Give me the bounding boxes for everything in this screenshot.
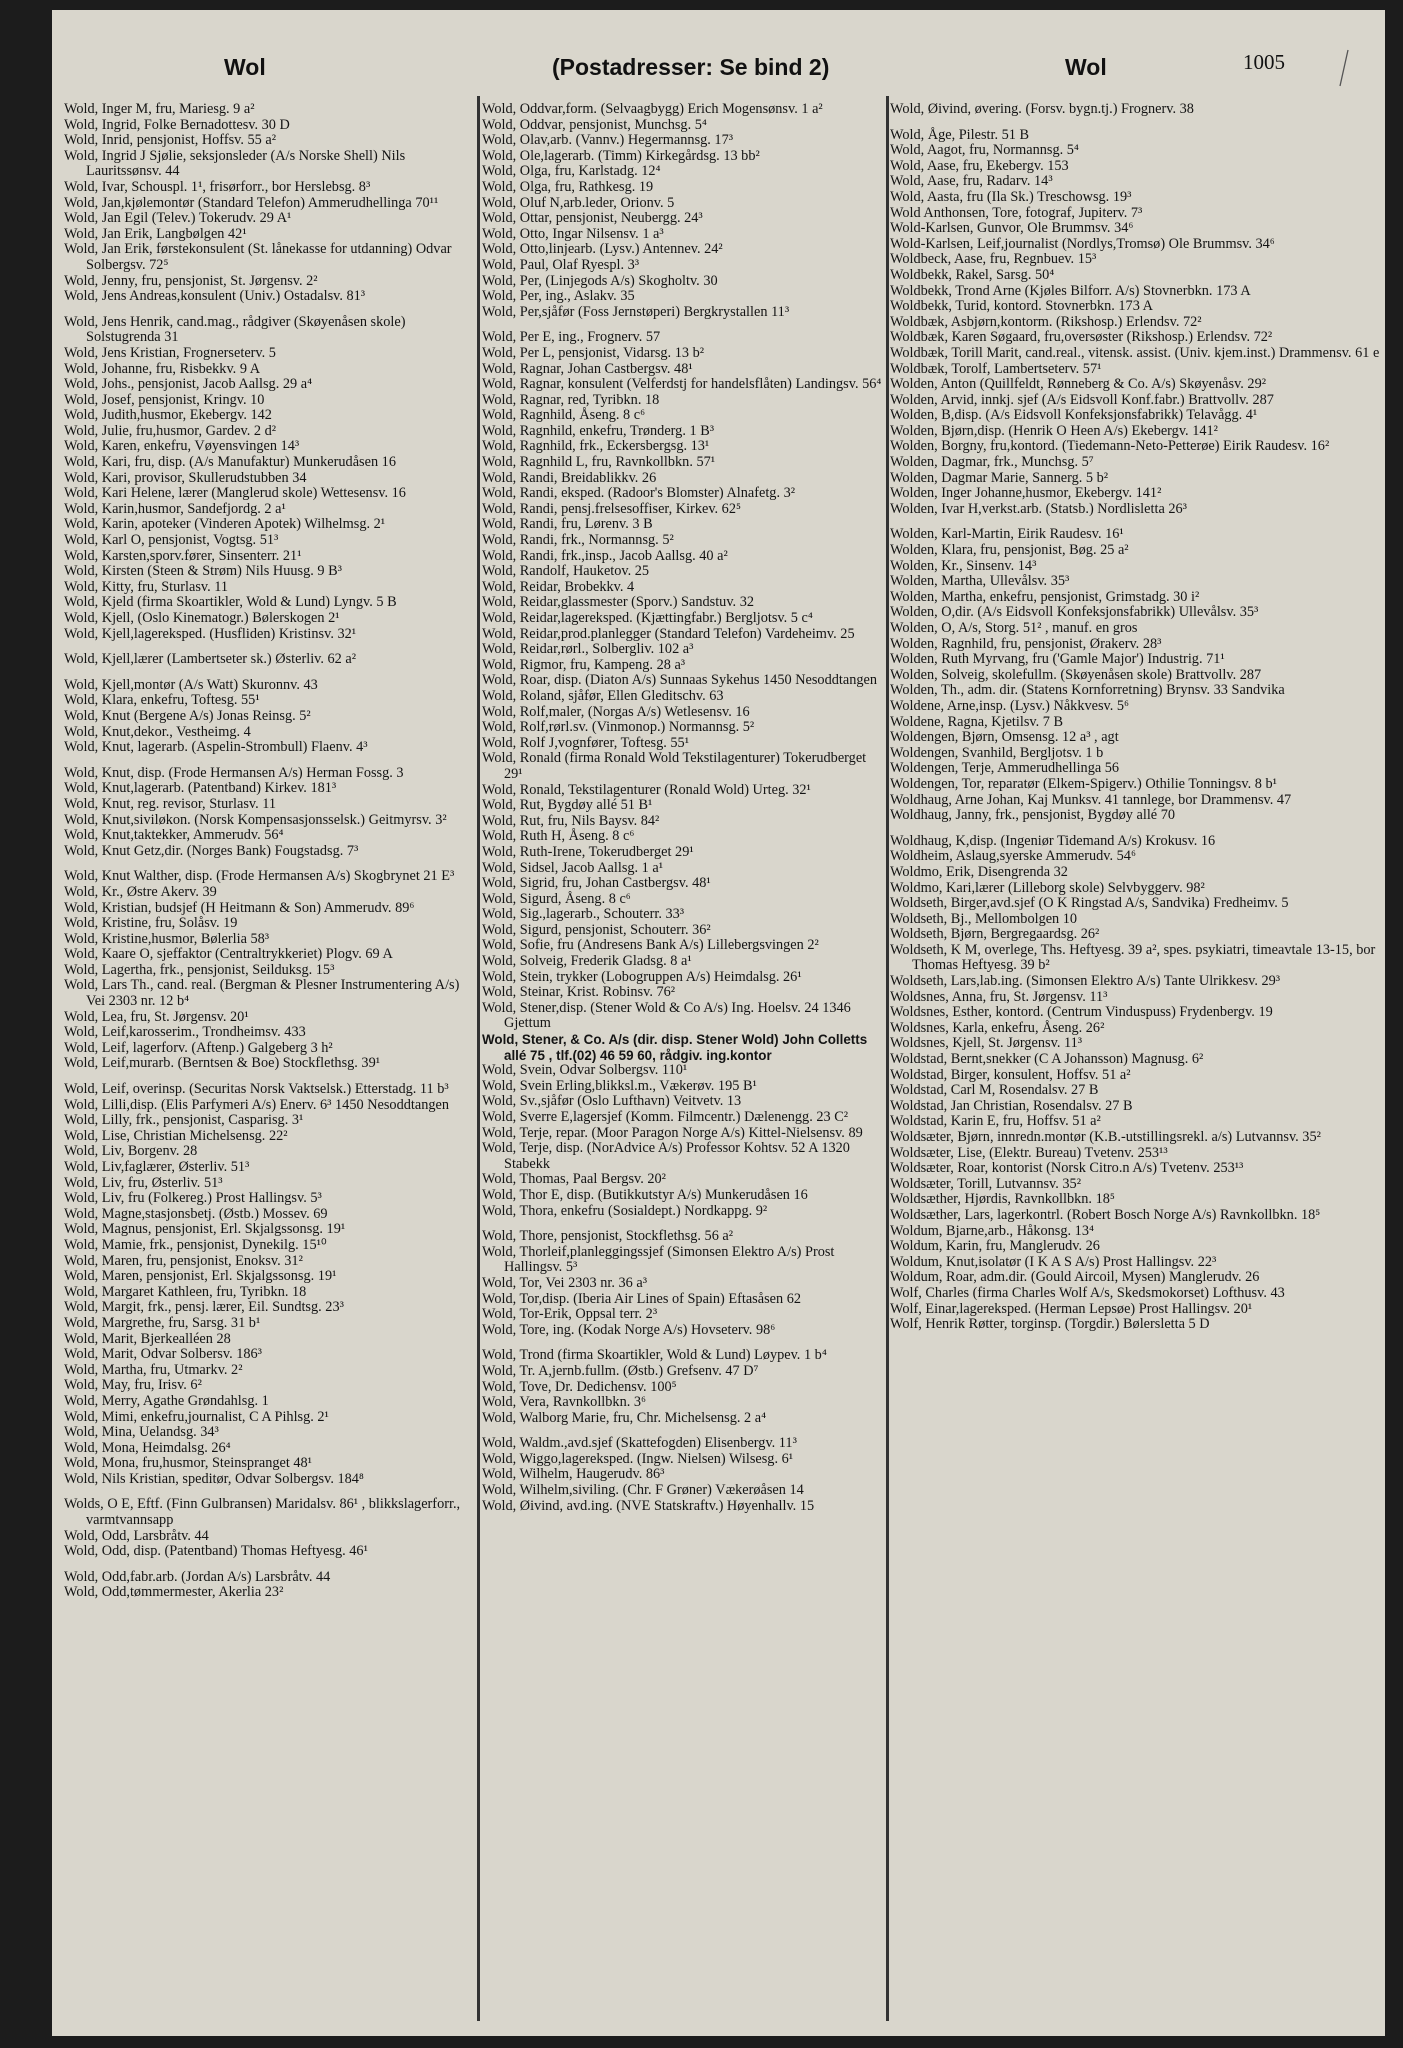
directory-entry: Wold, Thora, enkefru (Sosialdept.) Nordkappg. 9² [482, 1202, 768, 1219]
directory-entry: Wold, Randi, frk.,insp., Jacob Aallsg. 40 a² [482, 547, 728, 564]
column-divider [477, 96, 480, 2021]
directory-entry: Wold, Jan Egil (Telev.) Tokerudv. 29 A¹ [64, 210, 292, 227]
directory-entry: Wold, Ragnar, Johan Castbergsv. 48¹ [482, 360, 693, 377]
directory-entry: Woldsæter, Bjørn, innredn.montør (K.B.-utstillingsrekl. a/s) Lutvannsv. 35² [890, 1129, 1321, 1145]
directory-entry: Wold, Knut,siviløkon. (Norsk Kompensasjonsselsk.) Geitmyrsv. 3² [64, 811, 447, 828]
directory-entry: Woldheim, Aslaug,syerske Ammerudv. 54⁶ [890, 848, 1136, 865]
directory-entry: Wold, Kr., Østre Akerv. 39 [64, 883, 217, 900]
directory-entry: Woldseth, Bj., Mellombolgen 10 [890, 910, 1078, 927]
directory-entry: Wold, Wiggo,lagereksped. (Ingw. Nielsen) Wilsesg. 6¹ [482, 1450, 794, 1467]
directory-entry: Wold, Sofie, fru (Andresens Bank A/s) Lillebergsvingen 2² [482, 937, 819, 954]
directory-entry: Wold, Jens Andreas,konsulent (Univ.) Ostadalsv. 81³ [64, 288, 366, 305]
directory-entry: Wold, Wilhelm, Haugerudv. 86³ [482, 1466, 665, 1483]
directory-entry: Wold, Julie, fru,husmor, Gardev. 2 d² [64, 422, 277, 439]
directory-entry: Wold, Aase, fru, Radarv. 14³ [890, 173, 1053, 190]
directory-entry: Wold, Rolf J,vognfører, Toftesg. 55¹ [482, 734, 689, 751]
directory-entry: Wold, Rolf,maler, (Norgas A/s) Wetlesensv. 16 [482, 703, 750, 720]
directory-entry: Wold, Per,sjåfør (Foss Jernstøperi) Bergkrystallen 11³ [482, 303, 790, 320]
directory-entry: Wold, Mamie, frk., pensjonist, Dynekilg. 15¹⁰ [64, 1236, 327, 1253]
directory-entry: Woldene, Ragna, Kjetilsv. 7 B [890, 713, 1064, 730]
directory-entry: Wold, Knut,lagerarb. (Patentband) Kirkev. 181³ [64, 780, 337, 797]
directory-entry: Wold, Reidar,prod.planlegger (Standard Telefon) Vardeheimv. 25 [482, 625, 855, 642]
directory-entry: Wold, Ronald (firma Ronald Wold Tekstilagenturer) Tokerudberget 29¹ [482, 750, 867, 782]
directory-entry: Woldsæter, Torill, Lutvannsv. 35² [890, 1175, 1081, 1192]
directory-entry: Woldum, Karin, fru, Manglerudv. 26 [890, 1238, 1100, 1255]
directory-entry: Wold, Oluf N,arb.leder, Orionv. 5 [482, 194, 675, 211]
directory-entry: Wolden, O,dir. (A/s Eidsvoll Konfeksjonsfabrikk) Ullevålsv. 35³ [890, 604, 1259, 621]
directory-entry: Wold, Jenny, fru, pensjonist, St. Jørgensv. 2² [64, 272, 318, 289]
directory-entry: Wold, Randi, eksped. (Radoor's Blomster) Alnafetg. 3² [482, 485, 796, 502]
directory-entry: Wold, Sigrid, fru, Johan Castbergsv. 48¹ [482, 875, 711, 892]
directory-entry: Wold, Sverre E,lagersjef (Komm. Filmcentr.) Dælenengg. 23 C² [482, 1109, 849, 1125]
directory-entry: Wold, Mimi, enkefru,journalist, C A Pihlsg. 2¹ [64, 1408, 329, 1425]
directory-entry: Woldseth, Birger,avd.sjef (O K Ringstad A/s, Sandvika) Fredheimv. 5 [890, 895, 1289, 912]
directory-entry: Woldene, Arne,insp. (Lysv.) Nåkkvesv. 5⁶ [890, 697, 1130, 714]
directory-entry: Wold, Ronald, Tekstilagenturer (Ronald Wold) Urteg. 32¹ [482, 781, 811, 798]
directory-entry: Wold, Sidsel, Jacob Aallsg. 1 a¹ [482, 859, 664, 876]
directory-entry: Wolden, Solveig, skolefullm. (Skøyenåsen skole) Brattvollv. 287 [890, 666, 1262, 683]
directory-entry: Wolden, Th., adm. dir. (Statens Kornforretning) Brynsv. 33 Sandvika [890, 682, 1285, 699]
directory-entry: Wolden, Ragnhild, fru, pensjonist, Ørakerv. 28³ [890, 635, 1162, 652]
directory-entry: Woldstad, Jan Christian, Rosendalsv. 27 B [890, 1097, 1133, 1114]
directory-entry: Wold, Leif, lagerforv. (Aftenp.) Galgeberg 3 h² [64, 1039, 333, 1056]
directory-entry: Woldmo, Erik, Disengrenda 32 [890, 863, 1068, 880]
directory-entry: Woldstad, Birger, konsulent, Hoffsv. 51 a² [890, 1066, 1131, 1083]
directory-entry: Wold, Olav,arb. (Vannv.) Hegermannsg. 17³ [482, 132, 734, 149]
directory-entry: Wold, Kjell,montør (A/s Watt) Skuronnv. 43 [64, 676, 318, 693]
directory-entry: Wolden, Karl-Martin, Eirik Raudesv. 16¹ [890, 526, 1124, 543]
directory-entry: Woldengen, Terje, Ammerudhellinga 56 [890, 760, 1120, 777]
directory-entry: Wold, Ragnhild L, fru, Ravnkollbkn. 57¹ [482, 454, 716, 471]
directory-entry: Wold, Lagertha, frk., pensjonist, Seilduksg. 15³ [64, 961, 335, 978]
directory-entry: Wold, Liv,faglærer, Østerliv. 51³ [64, 1159, 250, 1175]
directory-entry: Wold, Rut, Bygdøy allé 51 B¹ [482, 797, 653, 814]
directory-entry: Wold, Svein, Odvar Solbergsv. 110¹ [482, 1062, 688, 1079]
directory-entry: Wold, Karin,husmor, Sandefjordg. 2 a¹ [64, 500, 286, 517]
directory-entry: Woldsæter, Lise, (Elektr. Bureau) Tvetenv. 253¹³ [890, 1144, 1168, 1161]
directory-entry: Wold, Oddvar,form. (Selvaagbygg) Erich Mogensønsv. 1 a² [482, 102, 823, 117]
directory-entry: Wold, Waldm.,avd.sjef (Skattefogden) Elisenbergv. 11³ [482, 1435, 797, 1452]
directory-entry: Wold, Liv, fru, Østerliv. 51³ [64, 1174, 223, 1191]
directory-entry: Woldsæther, Hjørdis, Ravnkollbkn. 18⁵ [890, 1191, 1115, 1208]
directory-entry: Wold, Kirsten (Steen & Strøm) Nils Huusg. 9 B³ [64, 563, 342, 580]
directory-entry: Wold, Marit, Odvar Solbersv. 186³ [64, 1346, 262, 1363]
directory-entry: Wold, Inger M, fru, Mariesg. 9 a² [64, 102, 255, 117]
directory-entry: Wold, Tore, ing. (Kodak Norge A/s) Hovseterv. 98⁶ [482, 1321, 776, 1338]
directory-entry: Wold, Jan Erik, førstekonsulent (St. lånekasse for utdanning) Odvar Solbergsv. 72⁵ [64, 241, 452, 273]
directory-entry: Wold-Karlsen, Gunvor, Ole Brummsv. 34⁶ [890, 220, 1134, 237]
listing-column-2 [482, 102, 882, 2032]
directory-entry: Wold, Ragnhild, frk., Eckersbergsg. 13¹ [482, 438, 710, 455]
directory-entry: Wold, Rut, fru, Nils Baysv. 84² [482, 812, 660, 829]
directory-entry: Wold Anthonsen, Tore, fotograf, Jupiterv. 7³ [890, 204, 1143, 221]
directory-entry: Wold, Reidar,lagereksped. (Kjættingfabr.) Bergljotsv. 5 c⁴ [482, 610, 813, 626]
directory-entry: Wold, Knut Getz,dir. (Norges Bank) Fougstadsg. 7³ [64, 842, 359, 859]
directory-entry: Wold, Ragnar, red, Tyribkn. 18 [482, 391, 660, 408]
directory-entry: Wold, Sv.,sjåfør (Oslo Lufthavn) Veitvetv. 13 [482, 1093, 742, 1110]
directory-entry: Wold, Odd, disp. (Patentband) Thomas Heftyesg. 46¹ [64, 1543, 368, 1560]
directory-entry: Wold, Randi, frk., Normannsg. 5² [482, 532, 674, 549]
directory-entry: Wold, Øivind, avd.ing. (NVE Statskraftv.) Høyenhallv. 15 [482, 1497, 815, 1514]
directory-entry: Wold, Olga, fru, Rathkesg. 19 [482, 178, 654, 195]
directory-entry: Woldseth, Lars,lab.ing. (Simonsen Elektro A/s) Tante Ulrikkesv. 29³ [890, 973, 1281, 990]
listing-column-3 [890, 102, 1380, 2032]
directory-entry: Wolden, Klara, fru, pensjonist, Bøg. 25 a² [890, 542, 1129, 559]
directory-entry: Wold, Liv, fru (Folkereg.) Prost Hallingsv. 5³ [64, 1190, 322, 1207]
directory-entry: Wold, Ingrid J Sjølie, seksjonsleder (A/s Norske Shell) Nils Lauritssønsv. 44 [64, 147, 406, 180]
directory-entry: Woldsæter, Roar, kontorist (Norsk Citro.n A/s) Tvetenv. 253¹³ [890, 1160, 1244, 1177]
directory-entry: Wold, Per, (Linjegods A/s) Skogholtv. 30 [482, 272, 718, 289]
directory-entry: Woldum, Roar, adm.dir. (Gould Aircoil, Mysen) Manglerudv. 26 [890, 1269, 1260, 1286]
directory-entry: Woldbeck, Aase, fru, Regnbuev. 15³ [890, 251, 1097, 268]
directory-entry: Wold, Thomas, Paal Bergsv. 20² [482, 1171, 666, 1188]
directory-entry: Wold, Ivar, Schouspl. 1¹, frisørforr., bor Herslebsg. 8³ [64, 178, 371, 195]
directory-entry: Woldstad, Bernt,snekker (C A Johansson) Magnusg. 6² [890, 1051, 1204, 1068]
column-divider [886, 96, 889, 2021]
header-center-note: (Postadresser: Se bind 2) [552, 54, 830, 80]
directory-entry: Wold, Rigmor, fru, Kampeng. 28 a³ [482, 656, 686, 673]
directory-entry: Woldsnes, Esther, kontord. (Centrum Vinduspuss) Frydenbergv. 19 [890, 1004, 1273, 1021]
directory-entry: Wold, Ole,lagerarb. (Timm) Kirkegårdsg. 13 bb² [482, 147, 760, 164]
directory-entry: Wold, Aasta, fru (Ila Sk.) Treschowsg. 19³ [890, 188, 1132, 205]
directory-entry: Woldum, Bjarne,arb., Håkonsg. 13⁴ [890, 1222, 1094, 1239]
directory-entry: Wolden, Kr., Sinsenv. 14³ [890, 557, 1037, 574]
directory-entry: Wold, Mina, Uelandsg. 34³ [64, 1424, 219, 1441]
directory-entry: Woldbekk, Trond Arne (Kjøles Bilforr. A/s) Stovnerbkn. 173 A [890, 282, 1251, 299]
directory-entry: Wold, Mona, Heimdalsg. 26⁴ [64, 1439, 231, 1456]
directory-entry: Wold, Inrid, pensjonist, Hoffsv. 55 a² [64, 132, 277, 149]
directory-entry: Wold, Aagot, fru, Normannsg. 5⁴ [890, 142, 1079, 159]
directory-entry: Wolds, O E, Eftf. (Finn Gulbransen) Maridalsv. 86¹ , blikkslagerforr., varmtvannsapp [64, 1496, 461, 1529]
directory-entry: Woldbæk, Torolf, Lambertseterv. 57¹ [890, 360, 1102, 377]
directory-entry: Wolden, Arvid, innkj. sjef (A/s Eidsvoll Konf.fabr.) Brattvollv. 287 [890, 391, 1274, 408]
directory-entry: Wold, Jan Erik, Langbølgen 42¹ [64, 225, 247, 242]
directory-entry: Wold, Knut, lagerarb. (Aspelin-Strombull) Flaenv. 4³ [64, 739, 368, 756]
directory-entry: Wold, Sig.,lagerarb., Schouterr. 33³ [482, 906, 685, 923]
directory-entry: Wold, Maren, pensjonist, Erl. Skjalgssonsg. 19¹ [64, 1268, 337, 1285]
directory-entry: Wold, Lilly, frk., pensjonist, Casparisg. 3¹ [64, 1112, 304, 1129]
directory-entry: Wold, Olga, fru, Karlstadg. 12⁴ [482, 163, 661, 180]
directory-entry: Wold, Thorleif,planleggingssjef (Simonsen Elektro A/s) Prost Hallingsv. 5³ [482, 1243, 835, 1276]
directory-entry: Wold, Kari, fru, disp. (A/s Manufaktur) Munkerudåsen 16 [64, 454, 396, 471]
directory-entry: Wolden, Ruth Myrvang, fru ('Gamle Major') Industrig. 71¹ [890, 651, 1225, 668]
directory-entry: Wold, Knut Walther, disp. (Frode Hermansen A/s) Skogbrynet 21 E³ [64, 868, 455, 885]
directory-entry: Wold, Leif, overinsp. (Securitas Norsk Vaktselsk.) Etterstadg. 11 b³ [64, 1081, 449, 1098]
directory-entry: Woldbæk, Karen Søgaard, fru,oversøster (Rikshosp.) Erlendsv. 72² [890, 329, 1273, 346]
directory-entry: Wold, Otto, Ingar Nilsensv. 1 a³ [482, 225, 664, 242]
directory-entry: Wold, Ragnar, konsulent (Velferdstj for handelsflåten) Landingsv. 56⁴ [482, 376, 882, 393]
directory-entry: Wold, Kari, provisor, Skullerudstubben 34 [64, 469, 307, 486]
directory-entry: Wolden, Inger Johanne,husmor, Ekebergv. 141² [890, 485, 1162, 502]
directory-entry: Wold, Odd,fabr.arb. (Jordan A/s) Larsbråtv. 44 [64, 1568, 331, 1585]
directory-entry: Wold, Åge, Pilestr. 51 B [890, 126, 1030, 143]
directory-entry: Wold, Kaare O, sjeffaktor (Centraltrykkeriet) Plogv. 69 A [64, 946, 393, 963]
directory-entry: Wold, Sigurd, Åseng. 8 c⁶ [482, 890, 631, 907]
directory-entry: Wold, Kristine, fru, Solåsv. 19 [64, 915, 238, 932]
directory-entry: Woldsæther, Lars, lagerkontrl. (Robert Bosch Norge A/s) Ravnkollbkn. 18⁵ [890, 1206, 1321, 1223]
directory-entry: Wold, Ruth H, Åseng. 8 c⁶ [482, 828, 635, 845]
directory-page [52, 10, 1385, 2036]
directory-entry: Wold, Roland, sjåfør, Ellen Gleditschv. 63 [482, 687, 724, 704]
directory-entry: Wolden, Dagmar Marie, Sannerg. 5 b² [890, 469, 1109, 486]
directory-entry: Wold, Knut, disp. (Frode Hermansen A/s) Herman Fossg. 3 [64, 764, 404, 781]
directory-entry: Wold, Aase, fru, Ekebergv. 153 [890, 157, 1069, 174]
directory-entry: Wold, Reidar,glassmester (Sporv.) Sandstuv. 32 [482, 594, 754, 611]
directory-entry: Wold, Magne,stasjonsbetj. (Østb.) Mossev. 69 [64, 1205, 328, 1222]
directory-entry: Wold, Vera, Ravnkollbkn. 3⁶ [482, 1394, 646, 1411]
directory-entry: Wolden, Martha, Ullevålsv. 35³ [890, 573, 1070, 590]
directory-entry: Wold, Johs., pensjonist, Jacob Aallsg. 29 a⁴ [64, 376, 313, 393]
directory-entry: Wold, Steinar, Krist. Robinsv. 76² [482, 984, 676, 1001]
directory-entry: Wold, Odd,tømmermester, Akerlia 23² [64, 1584, 284, 1601]
directory-entry: Woldmo, Kari,lærer (Lilleborg skole) Selvbyggerv. 98² [890, 879, 1205, 896]
directory-entry: Woldhaug, Arne Johan, Kaj Munksv. 41 tannlege, bor Drammensv. 47 [890, 791, 1292, 808]
directory-entry: Wolden, Bjørn,disp. (Henrik O Heen A/s) Ekebergv. 141² [890, 422, 1218, 439]
directory-entry: Wolden, Ivar H,verkst.arb. (Statsb.) Nordlisletta 26³ [890, 500, 1187, 517]
directory-entry: Woldsnes, Kjell, St. Jørgensv. 11³ [890, 1035, 1083, 1052]
directory-entry: Wold, Thore, pensjonist, Stockflethsg. 56 a² [482, 1228, 734, 1245]
directory-entry: Wold, May, fru, Irisv. 6² [64, 1377, 202, 1394]
directory-entry: Wold, Wilhelm,siviling. (Chr. F Grøner) Vækerøåsen 14 [482, 1482, 804, 1499]
directory-entry: Wold, Oddvar, pensjonist, Munchsg. 5⁴ [482, 116, 707, 133]
directory-entry: Woldsnes, Karla, enkefru, Åseng. 26² [890, 1019, 1105, 1036]
directory-entry: Wolf, Einar,lagereksped. (Herman Lepsøe) Prost Hallingsv. 20¹ [890, 1300, 1253, 1317]
directory-entry: Wold, Knut, reg. revisor, Sturlasv. 11 [64, 795, 277, 812]
directory-entry: Wold, Tor, Vei 2303 nr. 36 a³ [482, 1274, 648, 1291]
directory-entry: Wold, Reidar, Brobekkv. 4 [482, 578, 635, 595]
directory-entry: Wold, Knut (Bergene A/s) Jonas Reinsg. 5² [64, 707, 311, 724]
header-left-keyword: Wol [224, 54, 266, 80]
directory-entry: Wold, Kristian, budsjef (H Heitmann & Son) Ammerudv. 89⁶ [64, 899, 415, 916]
directory-entry: Woldbæk, Asbjørn,kontorm. (Rikshosp.) Erlendsv. 72² [890, 313, 1202, 330]
directory-entry: Wold, Randolf, Hauketov. 25 [482, 563, 650, 580]
directory-entry: Wold, Per L, pensjonist, Vidarsg. 13 b² [482, 344, 705, 361]
directory-entry: Wold, Josef, pensjonist, Kringv. 10 [64, 391, 265, 408]
directory-entry: Wold, Ragnhild, Åseng. 8 c⁶ [482, 407, 646, 424]
directory-entry: Wold, Stein, trykker (Lobogruppen A/s) Heimdalsg. 26¹ [482, 968, 802, 985]
directory-entry: Wold, Per, ing., Aslakv. 35 [482, 288, 635, 305]
directory-entry: Wold, Lars Th., cand. real. (Bergman & Plesner Instrumentering A/s) Vei 2303 nr. 12 b⁴ [64, 977, 460, 1010]
directory-entry: Wold, Terje, repar. (Moor Paragon Norge A/s) Kittel-Nielsensv. 89 [482, 1124, 863, 1141]
directory-entry: Wold, Stener, & Co. A/s (dir. disp. Stener Wold) John Colletts allé 75 , tlf.(02) 46 59 60, rådgiv. ing.kontor [482, 1032, 868, 1063]
directory-entry: Wold, Mona, fru,husmor, Steinspranget 48¹ [64, 1455, 312, 1472]
directory-entry: Woldseth, Bjørn, Bergregaardsg. 26² [890, 926, 1100, 943]
directory-entry: Wold, Ragnhild, enkefru, Trønderg. 1 B³ [482, 422, 715, 439]
directory-entry: Wold, Ruth-Irene, Tokerudberget 29¹ [482, 843, 694, 860]
directory-entry: Woldbekk, Turid, kontord. Stovnerbkn. 173 A [890, 298, 1153, 315]
directory-entry: Wold, Kitty, fru, Sturlasv. 11 [64, 578, 229, 595]
directory-entry: Wold, Reidar,rørl., Solbergliv. 102 a³ [482, 641, 694, 658]
directory-entry: Wold, Margit, frk., pensj. lærer, Eil. Sundtsg. 23³ [64, 1299, 344, 1316]
directory-entry: Wold, Terje, disp. (NorAdvice A/s) Professor Kohtsv. 52 A 1320 Stabekk [482, 1140, 850, 1172]
directory-entry: Wold, Øivind, øvering. (Forsv. bygn.tj.) Frognerv. 38 [890, 102, 1194, 117]
page-number: 1005 [1243, 50, 1285, 74]
directory-entry: Wold, Trond (firma Skoartikler, Wold & Lund) Løypev. 1 b⁴ [482, 1347, 827, 1364]
directory-entry: Wold, Johanne, fru, Risbekkv. 9 A [64, 360, 261, 377]
directory-entry: Wold, Solveig, Frederik Gladsg. 8 a¹ [482, 953, 692, 970]
directory-entry: Wold, Randi, fru, Lørenv. 3 B [482, 516, 653, 533]
directory-entry: Wold, Kari Helene, lærer (Manglerud skole) Wettesensv. 16 [64, 485, 406, 502]
directory-entry: Wold, Sigurd, pensjonist, Schouterr. 36² [482, 921, 711, 938]
directory-entry: Wold, Klara, enkefru, Toftesg. 55¹ [64, 692, 260, 709]
directory-entry: Wold, Odd, Larsbråtv. 44 [64, 1527, 209, 1544]
directory-entry: Woldengen, Bjørn, Omsensg. 12 a³ , agt [890, 729, 1119, 746]
directory-entry: Wold, Per E, ing., Frognerv. 57 [482, 329, 661, 346]
pencil-mark-icon [1337, 48, 1351, 88]
directory-entry: Woldstad, Carl M, Rosendalsv. 27 B [890, 1082, 1099, 1099]
directory-entry: Wold, Rolf,rørl.sv. (Vinmonop.) Normannsg. 5² [482, 719, 755, 736]
directory-entry: Wolden, Borgny, fru,kontord. (Tiedemann-Neto-Petterøe) Eirik Raudesv. 16² [890, 438, 1330, 455]
directory-entry: Wold, Kjell,lærer (Lambertseter sk.) Østerliv. 62 a² [64, 651, 357, 668]
directory-entry: Wolden, Dagmar, frk., Munchsg. 5⁷ [890, 454, 1094, 471]
directory-entry: Wolden, B,disp. (A/s Eidsvoll Konfeksjonsfabrikk) Telavågg. 4¹ [890, 407, 1258, 424]
directory-entry: Wold, Ottar, pensjonist, Neubergg. 24³ [482, 210, 703, 227]
directory-entry: Wold, Jens Kristian, Frognerseterv. 5 [64, 344, 276, 361]
directory-entry: Wold, Lise, Christian Michelsensg. 22² [64, 1127, 288, 1144]
directory-entry: Wold, Tr. A,jernb.fullm. (Østb.) Grefsenv. 47 D⁷ [482, 1362, 759, 1379]
directory-entry: Wold, Otto,linjearb. (Lysv.) Antennev. 24² [482, 241, 723, 258]
directory-entry: Wold, Kristine,husmor, Bølerlia 58³ [64, 930, 270, 947]
directory-entry: Woldbæk, Torill Marit, cand.real., vitensk. assist. (Univ. kjem.inst.) Drammensv. 61 e [890, 344, 1380, 361]
directory-entry: Wold, Maren, fru, pensjonist, Enoksv. 31² [64, 1252, 303, 1269]
directory-entry: Wold, Tor,disp. (Iberia Air Lines of Spain) Eftasåsen 62 [482, 1290, 802, 1307]
directory-entry: Wold, Kjeld (firma Skoartikler, Wold & Lund) Lyngv. 5 B [64, 594, 397, 611]
directory-entry: Wold, Karin, apoteker (Vinderen Apotek) Wilhelmsg. 2¹ [64, 516, 386, 533]
directory-entry: Wold, Karsten,sporv.fører, Sinsenterr. 21¹ [64, 547, 302, 564]
directory-entry: Wold, Kjell, (Oslo Kinematogr.) Bølerskogen 2¹ [64, 610, 340, 626]
directory-entry: Wolden, Martha, enkefru, pensjonist, Grimstadg. 30 i² [890, 588, 1200, 605]
directory-entry: Wold, Svein Erling,blikksl.m., Vækerøv. 195 B¹ [482, 1077, 757, 1094]
directory-entry: Wold, Ingrid, Folke Bernadottesv. 30 D [64, 116, 290, 133]
directory-entry: Wold, Tove, Dr. Dedichensv. 100⁵ [482, 1378, 677, 1395]
directory-entry: Wold, Roar, disp. (Diaton A/s) Sunnaas Sykehus 1450 Nesoddtangen [482, 672, 877, 689]
directory-entry: Wold, Merry, Agathe Grøndahlsg. 1 [64, 1392, 269, 1409]
directory-entry: Wold, Liv, Borgenv. 28 [64, 1143, 198, 1160]
directory-entry: Woldsnes, Anna, fru, St. Jørgensv. 11³ [890, 988, 1108, 1005]
directory-entry: Wold, Thor E, disp. (Butikkutstyr A/s) Munkerudåsen 16 [482, 1186, 808, 1203]
directory-entry: Woldhaug, Janny, frk., pensjonist, Bygdøy allé 70 [890, 807, 1176, 824]
directory-entry: Wold, Lea, fru, St. Jørgensv. 20¹ [64, 1008, 249, 1025]
header-right-keyword: Wol [1065, 54, 1107, 80]
directory-entry: Wold, Knut,dekor., Vestheimg. 4 [64, 723, 251, 740]
directory-entry: Woldbekk, Rakel, Sarsg. 50⁴ [890, 266, 1055, 283]
directory-entry: Wold, Margrethe, fru, Sarsg. 31 b¹ [64, 1314, 261, 1331]
directory-entry: Wold, Karen, enkefru, Vøyensvingen 14³ [64, 438, 300, 455]
directory-entry: Woldengen, Svanhild, Bergljotsv. 1 b [890, 744, 1104, 761]
directory-entry: Woldstad, Karin E, fru, Hoffsv. 51 a² [890, 1113, 1101, 1130]
directory-entry: Wold, Paul, Olaf Ryespl. 3³ [482, 256, 640, 273]
directory-entry: Woldum, Knut,isolatør (I K A S A/s) Prost Hallingsv. 22³ [890, 1253, 1217, 1270]
directory-entry: Wold-Karlsen, Leif,journalist (Nordlys,Tromsø) Ole Brummsv. 34⁶ [890, 235, 1275, 252]
directory-entry: Wolf, Charles (firma Charles Wolf A/s, Skedsmokorset) Lofthusv. 43 [890, 1284, 1285, 1301]
listing-column-1 [64, 102, 472, 2032]
directory-entry: Wold, Jan,kjølemontør (Standard Telefon) Ammerudhellinga 70¹¹ [64, 194, 439, 211]
directory-entry: Wold, Randi, Breidablikkv. 26 [482, 469, 657, 486]
directory-entry: Wold, Karl O, pensjonist, Vogtsg. 51³ [64, 532, 279, 549]
directory-entry: Woldhaug, K,disp. (Ingeniør Tidemand A/s) Krokusv. 16 [890, 832, 1216, 849]
directory-entry: Wolf, Henrik Røtter, torginsp. (Torgdir.) Bølersletta 5 D [890, 1316, 1210, 1333]
directory-entry: Wold, Stener,disp. (Stener Wold & Co A/s) Ing. Hoelsv. 24 1346 Gjettum [482, 999, 851, 1032]
directory-entry: Wold, Leif,karosserim., Trondheimsv. 433 [64, 1024, 306, 1041]
directory-entry: Woldengen, Tor, reparatør (Elkem-Spigerv.) Othilie Tonningsv. 8 b¹ [890, 775, 1277, 792]
directory-entry: Wold, Walborg Marie, fru, Chr. Michelsensg. 2 a⁴ [482, 1409, 767, 1426]
directory-entry: Wold, Tor-Erik, Oppsal terr. 2³ [482, 1306, 658, 1323]
directory-entry: Wold, Magnus, pensjonist, Erl. Skjalgssonsg. 19¹ [64, 1221, 346, 1238]
directory-entry: Wold, Nils Kristian, speditør, Odvar Solbergsv. 184⁸ [64, 1470, 364, 1487]
directory-entry: Wold, Kjell,lagereksped. (Husfliden) Kristinsv. 32¹ [64, 625, 357, 642]
directory-entry: Wold, Marit, Bjerkealléen 28 [64, 1330, 231, 1347]
directory-entry: Wolden, O, A/s, Storg. 51² , manuf. en gros [890, 620, 1138, 636]
directory-entry: Wold, Martha, fru, Utmarkv. 2² [64, 1361, 243, 1378]
directory-entry: Wold, Margaret Kathleen, fru, Tyribkn. 18 [64, 1283, 307, 1300]
directory-entry: Wold, Lilli,disp. (Elis Parfymeri A/s) Enerv. 6³ 1450 Nesoddtangen [64, 1096, 449, 1113]
directory-entry: Wold, Judith,husmor, Ekebergv. 142 [64, 407, 272, 424]
directory-entry: Wolden, Anton (Quillfeldt, Rønneberg & Co. A/s) Skøyenåsv. 29² [890, 376, 1267, 393]
directory-entry: Woldseth, K M, overlege, Ths. Heftyesg. 39 a², spes. psykiatri, timeavtale 13-15, bor Thomas Heftyesg. 39 b² [890, 941, 1376, 974]
directory-entry: Wold, Leif,murarb. (Berntsen & Boe) Stockflethsg. 39¹ [64, 1055, 381, 1072]
directory-entry: Wold, Knut,taktekker, Ammerudv. 56⁴ [64, 827, 284, 844]
directory-entry: Wold, Jens Henrik, cand.mag., rådgiver (Skøyenåsen skole) Solstugrenda 31 [64, 313, 406, 346]
directory-entry: Wold, Randi, pensj.frelsesoffiser, Kirkev. 62⁵ [482, 500, 741, 517]
